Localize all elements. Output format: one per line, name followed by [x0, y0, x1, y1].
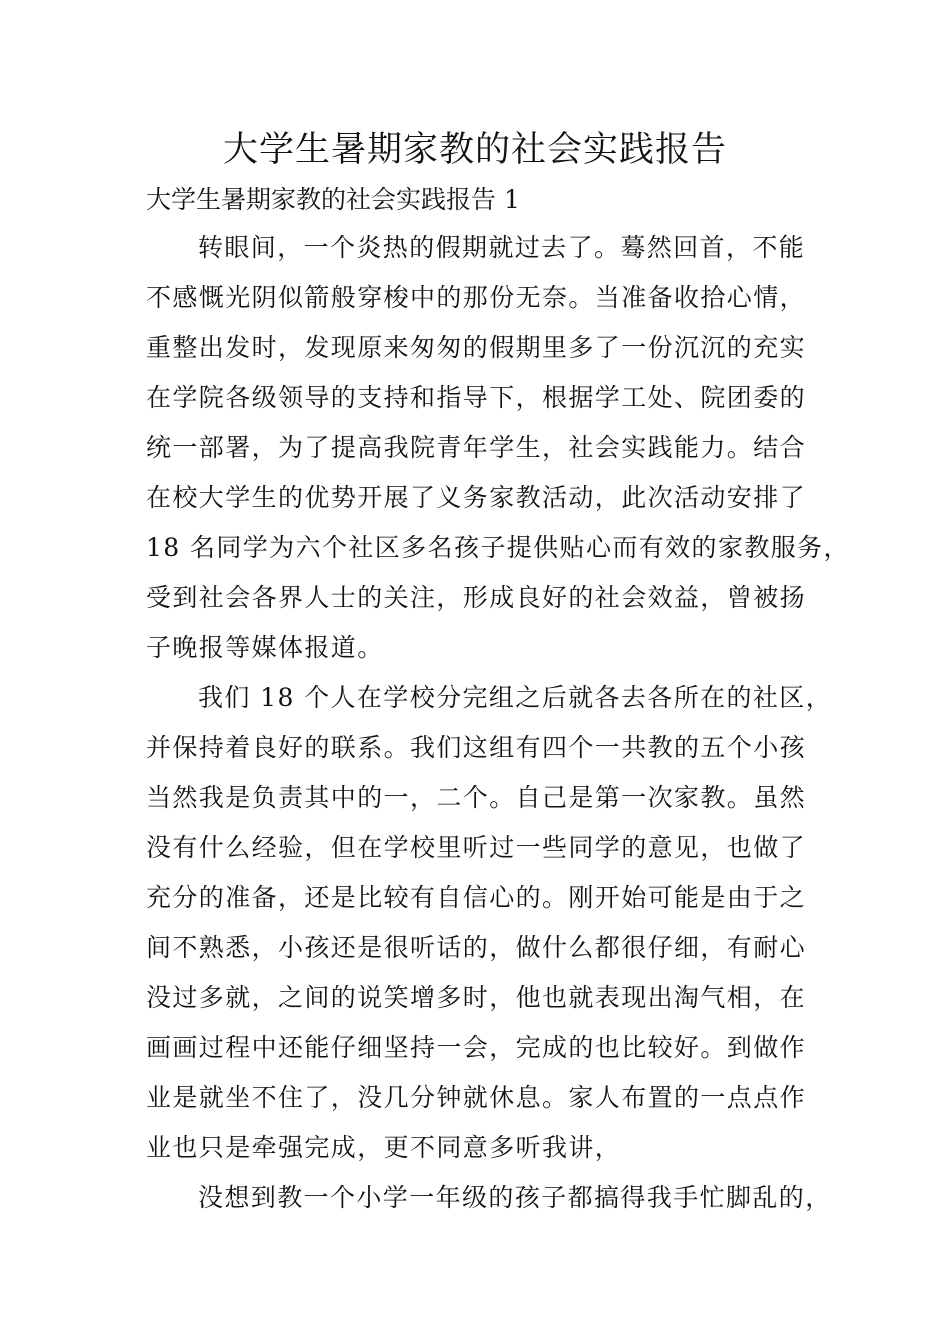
text-line: 18 名同学为六个社区多名孩子提供贴心而有效的家教服务， — [146, 533, 850, 562]
text-line: 并保持着良好的联系。我们这组有四个一共教的五个小孩 — [146, 733, 807, 762]
text-line: 画画过程中还能仔细坚持一会，完成的也比较好。到做作 — [146, 1033, 807, 1062]
document-title: 大学生暑期家教的社会实践报告 — [222, 130, 727, 170]
text-line: 我们 18 个人在学校分完组之后就各去各所在的社区， — [198, 683, 833, 712]
text-line: 业是就坐不住了，没几分钟就休息。家人布置的一点点作 — [146, 1083, 807, 1112]
text-line: 在学院各级领导的支持和指导下，根据学工处、院团委的 — [146, 383, 807, 412]
text-line: 在校大学生的优势开展了义务家教活动，此次活动安排了 — [146, 483, 807, 512]
text-line: 没过多就，之间的说笑增多时，他也就表现出淘气相，在 — [146, 983, 807, 1012]
text-line: 没有什么经验，但在学校里听过一些同学的意见，也做了 — [146, 833, 807, 862]
text-line: 当然我是负责其中的一，二个。自己是第一次家教。虽然 — [146, 783, 807, 812]
text-line: 子晚报等媒体报道。 — [146, 633, 384, 662]
section-heading: 大学生暑期家教的社会实践报告 1 — [146, 185, 520, 214]
text-line: 没想到教一个小学一年级的孩子都搞得我手忙脚乱的， — [198, 1183, 832, 1212]
text-line: 不感慨光阴似箭般穿梭中的那份无奈。当准备收拾心情， — [146, 283, 807, 312]
text-line: 统一部署，为了提高我院青年学生，社会实践能力。结合 — [146, 433, 807, 462]
text-line: 转眼间，一个炎热的假期就过去了。蓦然回首，不能 — [198, 233, 806, 262]
text-line: 充分的准备，还是比较有自信心的。刚开始可能是由于之 — [146, 883, 807, 912]
text-line: 重整出发时，发现原来匆匆的假期里多了一份沉沉的充实 — [146, 333, 807, 362]
text-line: 业也只是牵强完成，更不同意多听我讲， — [146, 1133, 622, 1162]
text-line: 受到社会各界人士的关注，形成良好的社会效益，曾被扬 — [146, 583, 807, 612]
text-line: 间不熟悉，小孩还是很听话的，做什么都很仔细，有耐心 — [146, 933, 807, 962]
